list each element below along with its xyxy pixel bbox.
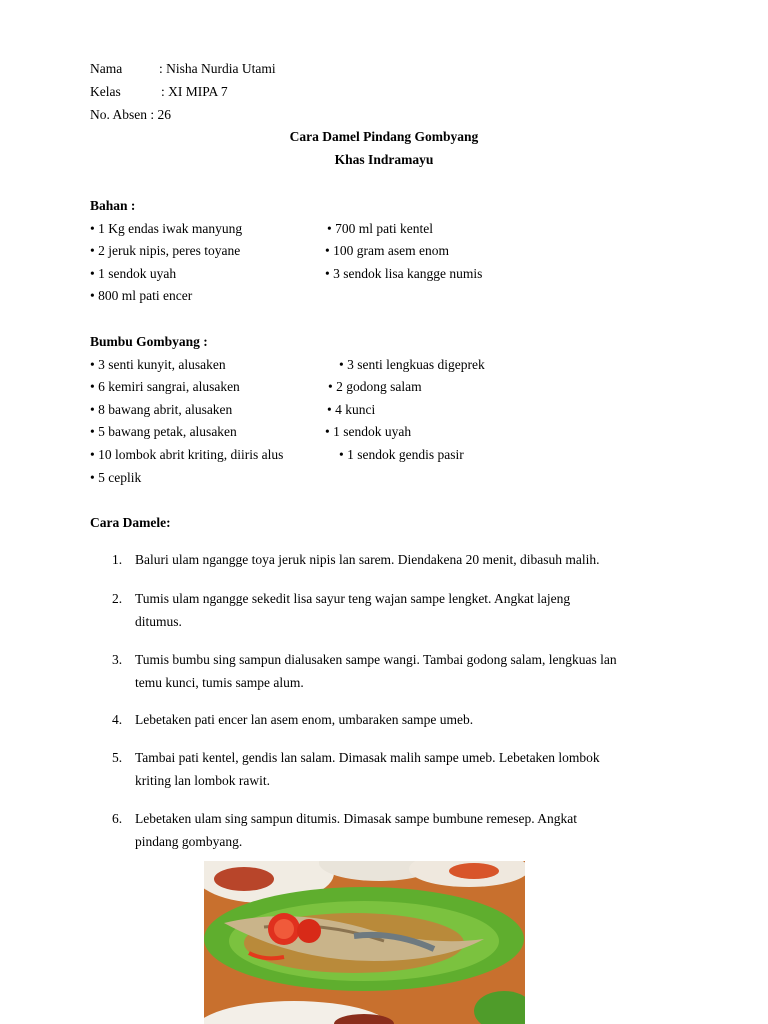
step-number: 6.: [112, 811, 123, 826]
step-text: temu kunci, tumis sampe alum.: [135, 675, 304, 690]
bahan-item: • 1 sendok uyah: [90, 266, 177, 281]
bumbu-item: • 3 senti lengkuas digeprek: [339, 357, 485, 372]
document-subtitle: Khas Indramayu: [334, 152, 434, 167]
absen-number: No. Absen : 26: [90, 107, 171, 122]
bumbu-heading: Bumbu Gombyang :: [90, 334, 208, 349]
bumbu-item: • 8 bawang abrit, alusaken: [90, 402, 233, 417]
step-text: Baluri ulam ngangge toya jeruk nipis lan sarem. Diendakena 20 menit, dibasuh malih.: [135, 552, 600, 567]
bahan-heading: Bahan :: [90, 198, 136, 213]
cara-heading: Cara Damele:: [90, 515, 171, 530]
name-value: : Nisha Nurdia Utami: [159, 61, 276, 76]
bahan-item: • 3 sendok lisa kangge numis: [325, 266, 483, 281]
step-number: 5.: [112, 750, 123, 765]
step-number: 4.: [112, 712, 123, 727]
step-text: ditumus.: [135, 614, 182, 629]
bumbu-item: • 4 kunci: [327, 402, 376, 417]
step-text: Lebetaken pati encer lan asem enom, umbaraken sampe umeb.: [135, 712, 474, 727]
step-text: Tumis bumbu sing sampun dialusaken sampe wangi. Tambai godong salam, lengkuas lan: [135, 652, 617, 667]
bumbu-item: • 3 senti kunyit, alusaken: [90, 357, 226, 372]
bumbu-item: • 1 sendok uyah: [325, 424, 412, 439]
step-text: kriting lan lombok rawit.: [135, 773, 270, 788]
dish-photo: [204, 861, 525, 1024]
class-value: : XI MIPA 7: [161, 84, 228, 99]
step-number: 3.: [112, 652, 123, 667]
pindang-gombyang-image: [204, 861, 525, 1024]
bahan-item: • 100 gram asem enom: [325, 243, 449, 258]
step-text: Tumis ulam ngangge sekedit lisa sayur teng wajan sampe lengket. Angkat lajeng: [135, 591, 571, 606]
bahan-item: • 800 ml pati encer: [90, 288, 193, 303]
bumbu-item: • 5 bawang petak, alusaken: [90, 424, 237, 439]
bahan-item: • 1 Kg endas iwak manyung: [90, 221, 243, 236]
step-text: Tambai pati kentel, gendis lan salam. Dimasak malih sampe umeb. Lebetaken lombok: [135, 750, 600, 765]
bahan-item: • 2 jeruk nipis, peres toyane: [90, 243, 241, 258]
class-label: Kelas: [90, 84, 121, 99]
bumbu-item: • 10 lombok abrit kriting, diiris alus: [90, 447, 284, 462]
bumbu-item: • 1 sendok gendis pasir: [339, 447, 464, 462]
step-number: 1.: [112, 552, 123, 567]
bumbu-item: • 2 godong salam: [328, 379, 422, 394]
step-text: Lebetaken ulam sing sampun ditumis. Dimasak sampe bumbune remesep. Angkat: [135, 811, 578, 826]
bumbu-item: • 6 kemiri sangrai, alusaken: [90, 379, 240, 394]
step-text: pindang gombyang.: [135, 834, 243, 849]
step-number: 2.: [112, 591, 123, 606]
bumbu-item: • 5 ceplik: [90, 470, 142, 485]
bahan-item: • 700 ml pati kentel: [327, 221, 433, 236]
document-title: Cara Damel Pindang Gombyang: [289, 129, 479, 144]
name-label: Nama: [90, 61, 123, 76]
